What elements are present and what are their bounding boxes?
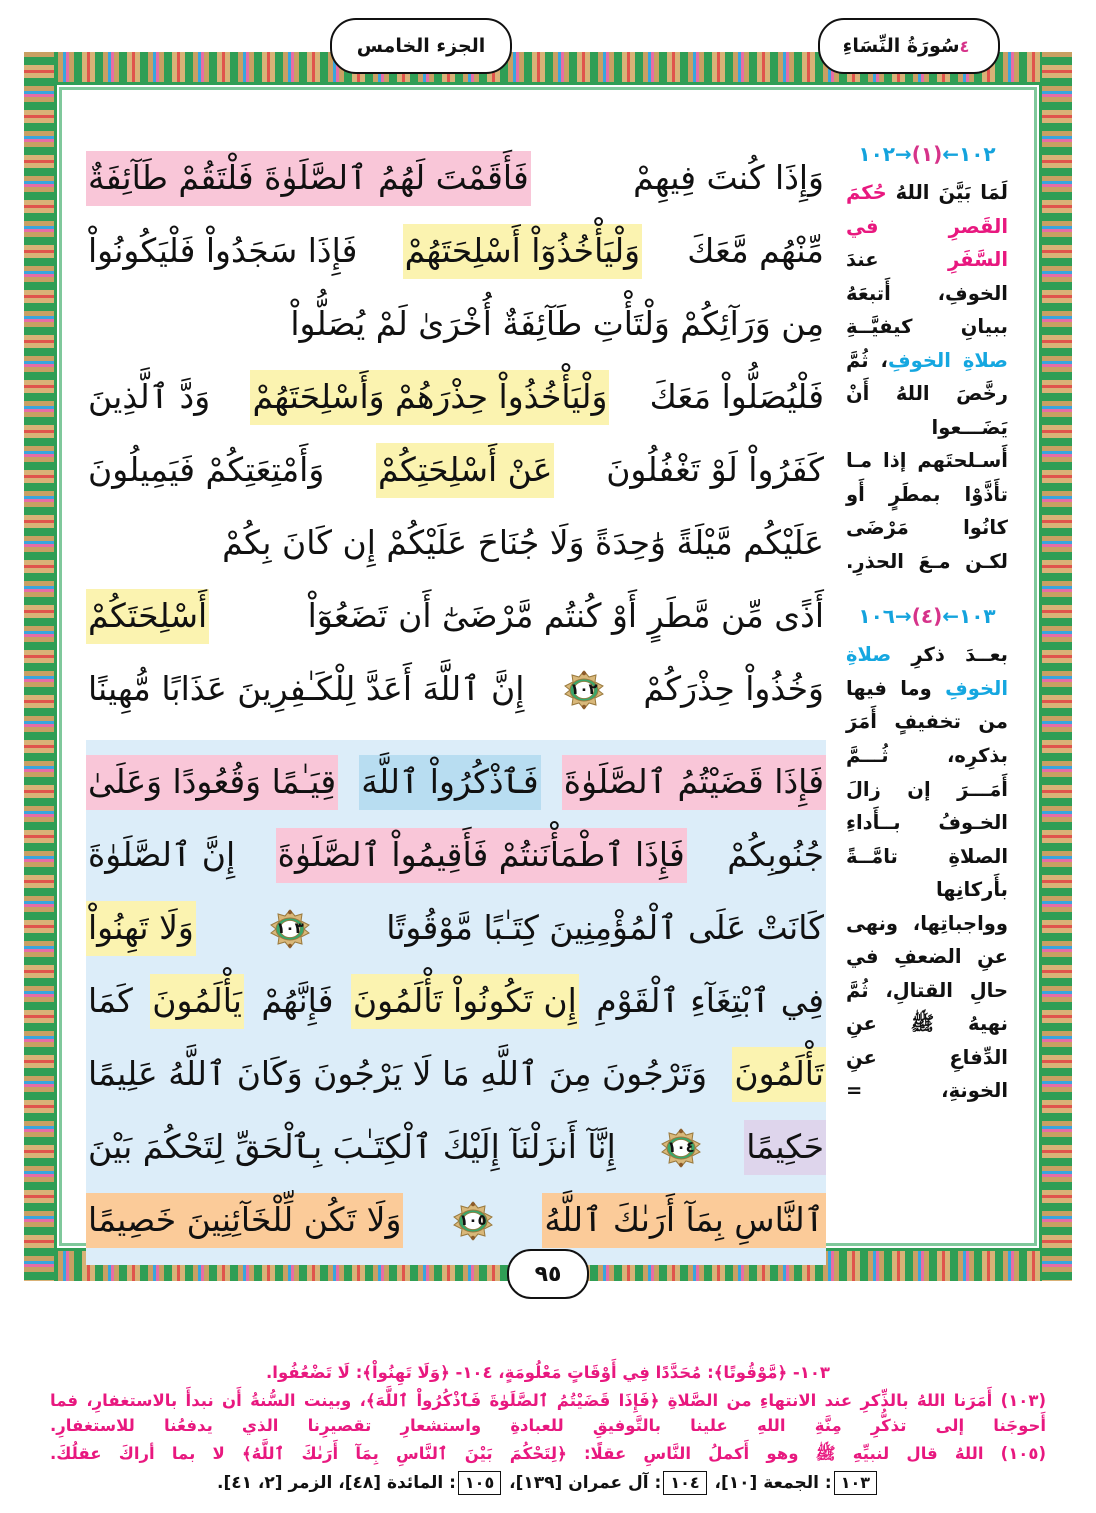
commentary-span-plain: وما فيها من تخفيفٍ أَمَرَ بذكرِه، ثُـــمَّ أَمَـــرَ إن زالَ الخـوفُ بــأَداءِ الصلاةِ تامَّــةً بأَركانِها وواجباتِها، ونهى عنِ الضعفِ في حالِ القتالِ، ثُمَّ نهيهُ ﷺ عنِ الدِّفاعِ عنِ الخونةِ، = <box>846 676 1008 1103</box>
xref-target: : آل عمران [١٣٩]، <box>503 1473 662 1494</box>
quran-segment-yellow: يَأْلَمُونَ <box>150 974 244 1029</box>
commentary-span-plain: لَمَا بَيَّنَ اللهُ <box>886 181 1008 204</box>
quran-segment-plain: جُنُوبِكُمْ <box>727 835 824 874</box>
commentary-span-plain: ، ثُمَّ رخَّصَ اللهُ أَنْ يَضَـــعوا أَسـلحتَهم إذا مـا تأَذَّوْا بمطَرٍ أَو كانُوا مَرْضَى لكـن مـعَ الحذرِ. <box>846 348 1008 573</box>
commentary-span-pink: حُكمَ القَصرِ في السَّفَرِ <box>846 181 1008 272</box>
quran-line <box>86 892 826 965</box>
quran-line <box>86 1184 826 1257</box>
quran-line <box>86 819 826 892</box>
quran-verse-block <box>86 138 826 732</box>
commentary-verse-range: ١٠٣←(٤)→١٠٦ <box>858 604 996 629</box>
quran-line <box>86 434 826 507</box>
quran-segment-plain: فَإِنَّهُمْ <box>261 981 334 1020</box>
quran-segment-yellow: وَلْيَأْخُذُوٓاْ أَسْلِحَتَهُمْ <box>403 224 643 279</box>
quran-segment-pink: فَإِذَا قَضَيْتُمُ ٱلصَّلَوٰةَ <box>562 755 826 810</box>
quran-segment-plain: وَأَمْتِعَتِكُمْ فَيَمِيلُونَ <box>88 450 325 489</box>
border-band-right <box>1042 52 1072 1281</box>
quran-segment-pink: فَإِذَا ٱطْمَأْنَنتُمْ فَأَقِيمُواْ ٱلصَّلَوٰةَ <box>276 828 687 883</box>
xref-verse-number: ١٠٤ <box>663 1471 706 1495</box>
commentary-span-plain: بعــدَ ذكرِ <box>891 643 1008 667</box>
page-number-medallion <box>507 1249 589 1299</box>
commentary-span-blue: صلاةِ الخوفِ <box>887 348 1009 372</box>
surah-title <box>843 35 976 57</box>
quran-segment-plain: مِّنْهُم مَّعَكَ <box>687 231 824 270</box>
quran-segment-blue: فَٱذْكُرُواْ ٱللَّهَ <box>359 755 540 810</box>
quran-segment-plain: كَمَا <box>88 981 133 1020</box>
commentary-text <box>846 176 1008 578</box>
footnote-glossary: ١٠٣- ﴿مَّوْقُوتًا﴾: مُحَدَّدًا فِي أَوْقَاتٍ مَعْلُومَةٍ، ١٠٤- ﴿وَلَا تَهِنُواْ﴾: لَا تَضْعُفُوا. <box>266 1363 830 1383</box>
commentary-block <box>846 604 1008 1107</box>
surah-cartouche <box>818 18 1000 74</box>
quran-segment-pink: فَأَقَمْتَ لَهُمُ ٱلصَّلَوٰةَ فَلْتَقُمْ طَآئِفَةٌ <box>86 151 531 206</box>
xref-target: : المائدة [٤٨]، الزمر [٢، ٤١]. <box>216 1473 456 1494</box>
quran-line <box>86 1038 826 1111</box>
ayah-marker: ١٠٤ <box>659 1128 703 1168</box>
quran-line <box>86 746 826 819</box>
quran-segment-plain: فَإِذَا سَجَدُواْ فَلْيَكُونُواْ <box>88 231 358 270</box>
xref-verse-number: ١٠٥ <box>458 1471 501 1495</box>
quran-segment-yellow: عَنْ أَسْلِحَتِكُمْ <box>376 443 555 498</box>
ayah-marker: ١٠٣ <box>268 909 312 949</box>
quran-segment-orange: ٱلنَّاسِ بِمَآ أَرَىٰكَ ٱللَّهُ <box>542 1193 826 1248</box>
footnotes-section <box>24 1361 1072 1495</box>
quran-segment-plain: وَدَّ ٱلَّذِينَ <box>88 377 211 416</box>
quran-segment-orange: وَلَا تَكُن لِّلْخَآئِنِينَ خَصِيمًا <box>86 1193 403 1248</box>
page-content <box>82 134 1014 1239</box>
ayah-marker: ١٠٢ <box>562 670 606 710</box>
commentary-block <box>846 142 1008 578</box>
juz-cartouche <box>330 18 512 74</box>
commentary-text <box>846 638 1008 1107</box>
quran-text-column <box>82 134 836 1239</box>
quran-segment-pink: قِيَـٰمًا وَقُعُودًا وَعَلَىٰ <box>86 755 338 810</box>
quran-segment-yellow: وَلَا تَهِنُواْ <box>86 901 196 956</box>
border-band-left <box>24 52 54 1281</box>
ornamental-frame <box>24 52 1072 1281</box>
quran-segment-plain: أَذًى مِّن مَّطَرٍ أَوْ كُنتُم مَّرْضَىٰٓ أَن تَضَعُوٓاْ <box>307 596 824 635</box>
commentary-span-blue: صلاةِ الخوفِ <box>846 643 1008 700</box>
juz-title: الجزء الخامس <box>356 35 486 57</box>
quran-line <box>86 1111 826 1184</box>
footnote-note: (١٠٥) اللهُ قال لنبيِّهِ ﷺ وهو أَكملُ النَّاسِ عقلًا: ﴿لِتَحْكُمَ بَيْنَ ٱلنَّاسِ بِمَآ أَرَىٰكَ ٱللَّهُ﴾ لا بما أراكَ عقلُكَ. <box>50 1443 1046 1463</box>
xref-target: : الجمعة [١٠]، <box>708 1473 832 1494</box>
quran-line <box>86 288 826 361</box>
commentary-verse-range: ١٠٢←(١)→١٠٢ <box>858 142 996 166</box>
quran-segment-plain: وَخُذُواْ حِذْرَكُمْ <box>643 669 824 708</box>
quran-segment-plain: فَلْيُصَلُّواْ مَعَكَ <box>649 377 824 416</box>
cross-references <box>24 1471 1072 1495</box>
page-number: ٩٥ <box>534 1261 562 1287</box>
commentary-column <box>836 134 1014 1219</box>
quran-verse-block <box>86 740 826 1265</box>
quran-segment-yellow: أَسْلِحَتَكُمْ <box>86 589 209 644</box>
xref-verse-number: ١٠٣ <box>834 1471 877 1495</box>
quran-line <box>86 507 826 580</box>
footnote-notes <box>24 1389 1072 1466</box>
quran-line <box>86 653 826 726</box>
quran-segment-plain: مِن وَرَآئِكُمْ وَلْتَأْتِ طَآئِفَةٌ أُخْرَىٰ لَمْ يُصَلُّواْ <box>290 304 824 343</box>
surah-name: سُورَةُ النِّسَاءِ <box>842 35 960 57</box>
quran-segment-yellow: وَلْيَأْخُذُواْ حِذْرَهُمْ وَأَسْلِحَتَهُمْ <box>250 370 609 425</box>
surah-number: ٤ <box>959 37 970 56</box>
quran-segment-plain: كَانَتْ عَلَى ٱلْمُؤْمِنِينَ كِتَـٰبًا مَّوْقُوتًا <box>386 908 824 947</box>
quran-segment-yellow: تَأْلَمُونَ <box>732 1047 826 1102</box>
footnote-note: (١٠٣) أَمَرَنا اللهُ بالذِّكرِ عند الانتهاءِ من الصَّلاةِ ﴿فَإِذَا قَضَيْتُمُ ٱلصَّلَوٰةَ فَٱذْكُرُواْ ٱللَّهَ﴾، وبينت السُّنةُ أَن نبدأَ بالاستغفارِ، فما أَحوجَنا إلى تذكُّرِ مِنَّةِ اللهِ علينا بالتَّوفيقِ للعبادةِ واستشعارِ تقصيرِنا الذي يدفعُنا للاستغفارِ. <box>50 1391 1046 1435</box>
quran-line <box>86 215 826 288</box>
quran-segment-plain: إِنَّآ أَنزَلْنَآ إِلَيْكَ ٱلْكِتَـٰبَ بِٱلْحَقِّ لِتَحْكُمَ بَيْنَ <box>88 1127 616 1166</box>
quran-segment-plain: فِي ٱبْتِغَآءِ ٱلْقَوْمِ <box>596 981 824 1020</box>
quran-segment-plain: وَتَرْجُونَ مِنَ ٱللَّهِ مَا لَا يَرْجُونَ وَكَانَ ٱللَّهُ عَلِيمًا <box>88 1054 708 1093</box>
quran-line <box>86 965 826 1038</box>
commentary-span-plain: عندَ الخوفِ، أَتبعَهُ ببيانِ كيفيَّــةِ <box>846 248 1008 339</box>
quran-segment-plain: عَلَيْكُم مَّيْلَةً وَٰحِدَةً وَلَا جُنَاحَ عَلَيْكُمْ إِن كَانَ بِكُمْ <box>222 523 824 562</box>
quran-line <box>86 580 826 653</box>
ayah-marker: ١٠٥ <box>451 1201 495 1241</box>
quran-line <box>86 361 826 434</box>
quran-segment-plain: إِنَّ ٱلصَّلَوٰةَ <box>88 835 236 874</box>
quran-line <box>86 142 826 215</box>
quran-segment-plain: كَفَرُواْ لَوْ تَغْفُلُونَ <box>606 450 824 489</box>
quran-segment-plain: وَإِذَا كُنتَ فِيهِمْ <box>633 158 824 197</box>
quran-segment-plain: إِنَّ ٱللَّهَ أَعَدَّ لِلْكَـٰفِرِينَ عَذَابًا مُّهِينًا <box>88 669 525 708</box>
quran-segment-lav: حَكِيمًا <box>744 1120 826 1175</box>
quran-segment-yellow: إِن تَكُونُواْ تَأْلَمُونَ <box>351 974 579 1029</box>
